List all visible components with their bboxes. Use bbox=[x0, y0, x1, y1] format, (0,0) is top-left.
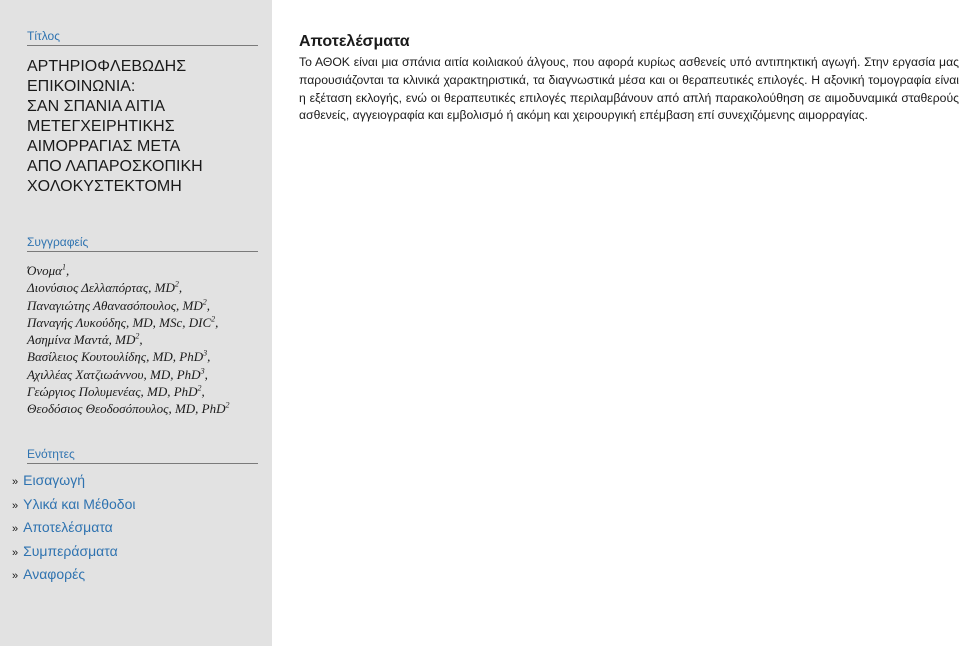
chevron-right-icon: » bbox=[12, 546, 19, 559]
author-name: Παναγής Λυκούδης, MD, MSc, DIC bbox=[27, 314, 212, 330]
sections-label: Ενότητες bbox=[27, 447, 258, 464]
sections-nav bbox=[12, 470, 135, 588]
section-link[interactable]: Συμπεράσματα bbox=[23, 542, 118, 559]
title-line: ΕΠΙΚΟΙΝΩΝΙΑ: bbox=[27, 78, 136, 95]
author-item bbox=[27, 297, 267, 314]
author-name: Θεοδόσιος Θεοδοσόπουλος, MD, PhD bbox=[27, 401, 226, 417]
author-name: Γεώργιος Πολυμενέας, MD, PhD bbox=[27, 384, 198, 400]
author-affiliation: 2 bbox=[174, 279, 179, 289]
author-affiliation: 3 bbox=[200, 366, 205, 376]
author-item bbox=[27, 314, 267, 331]
section-item-conclusions[interactable] bbox=[12, 541, 135, 565]
author-item bbox=[27, 348, 267, 365]
title-line: ΑΡΤΗΡΙΟΦΛΕΒΩΔΗΣ bbox=[27, 58, 187, 75]
author-item bbox=[27, 331, 267, 348]
author-name: Ασημίνα Μαντά, MD bbox=[27, 332, 136, 348]
author-affiliation: 2 bbox=[135, 331, 140, 341]
section-item-materials-methods[interactable] bbox=[12, 494, 135, 518]
author-item bbox=[27, 366, 267, 383]
author-affiliation: 1 bbox=[62, 262, 67, 272]
article-title bbox=[27, 57, 262, 197]
author-separator: , bbox=[204, 366, 208, 382]
author-separator: , bbox=[178, 280, 183, 296]
author-affiliation: 2 bbox=[202, 297, 207, 307]
author-name: Διονύσιος Δελλαπόρτας, MD bbox=[27, 280, 175, 296]
author-affiliation: 2 bbox=[197, 383, 202, 393]
title-line: ΑΙΜΟΡΡΑΓΙΑΣ ΜΕΤΑ bbox=[27, 138, 181, 155]
author-separator: , bbox=[215, 314, 219, 330]
author-item bbox=[27, 383, 267, 400]
author-affiliation: 3 bbox=[203, 349, 208, 359]
title-section-label: Τίτλος bbox=[27, 29, 258, 46]
title-line: ΣΑΝ ΣΠΑΝΙΑ ΑΙΤΙΑ bbox=[27, 98, 166, 115]
author-item bbox=[27, 400, 267, 417]
title-line: ΑΠΟ ΛΑΠΑΡΟΣΚΟΠΙΚΗ bbox=[27, 158, 203, 175]
author-item bbox=[27, 279, 267, 296]
chevron-right-icon: » bbox=[12, 523, 19, 535]
author-separator: , bbox=[206, 297, 211, 313]
title-line: ΧΟΛΟΚΥΣΤΕΚΤΟΜΗ bbox=[27, 178, 182, 195]
sidebar bbox=[0, 0, 272, 646]
title-line: ΜΕΤΕΓΧΕΙΡΗΤΙΚΗΣ bbox=[27, 118, 175, 135]
section-link[interactable]: Υλικά και Μέθοδοι bbox=[23, 495, 136, 512]
author-name: Παναγιώτης Αθανασόπουλος, MD bbox=[27, 297, 203, 313]
section-item-references[interactable] bbox=[12, 564, 135, 588]
author-affiliation: 2 bbox=[211, 314, 216, 324]
author-name: Όνομα bbox=[27, 263, 63, 278]
chevron-right-icon: » bbox=[12, 476, 19, 488]
author-name: Βασίλειος Κουτουλίδης, MD, PhD bbox=[27, 349, 204, 365]
section-item-introduction[interactable] bbox=[12, 470, 135, 494]
section-item-results[interactable] bbox=[12, 517, 135, 541]
author-separator: , bbox=[66, 263, 70, 278]
author-separator: , bbox=[201, 384, 205, 400]
section-link[interactable]: Εισαγωγή bbox=[23, 472, 86, 488]
results-paragraph: Το ΑΘΟΚ είναι μια σπάνια αιτία κοιλιακού άλγους, που αφορά κυρίως ασθενείς υπό αντιπηκτική αγωγή. Στην εργασία μας παρουσιάζονται τα κλινικά χαρακτηριστικά, τα διαγνωστικά μέσα και οι θεραπευτικές επιλογές. Η αξονική τομογραφία είναι η εξέταση εκλογής, ενώ οι θεραπευτικές επιλογές περιλαμβάνουν από απλή παρακολούθηση σε αιμοδυναμικά σταθερούς ασθενείς, αγγειογραφία και εμβολισμό ή ακόμη και χειρουργική επέμβαση επί συνεχιζόμενης αιμορραγίας. bbox=[299, 55, 959, 123]
authors-section-label: Συγγραφείς bbox=[27, 235, 258, 252]
section-link[interactable]: Αποτελέσματα bbox=[23, 519, 113, 535]
author-affiliation: 2 bbox=[225, 401, 230, 411]
section-heading: Αποτελέσματα bbox=[299, 33, 410, 50]
author-separator: , bbox=[139, 332, 143, 348]
chevron-right-icon: » bbox=[12, 499, 19, 512]
author-item bbox=[27, 262, 267, 279]
author-name: Αχιλλέας Χατζιωάννου, MD, PhD bbox=[27, 366, 201, 382]
section-link[interactable]: Αναφορές bbox=[23, 566, 86, 582]
author-separator: , bbox=[207, 349, 211, 365]
chevron-right-icon: » bbox=[12, 570, 19, 582]
author-list bbox=[27, 262, 267, 418]
